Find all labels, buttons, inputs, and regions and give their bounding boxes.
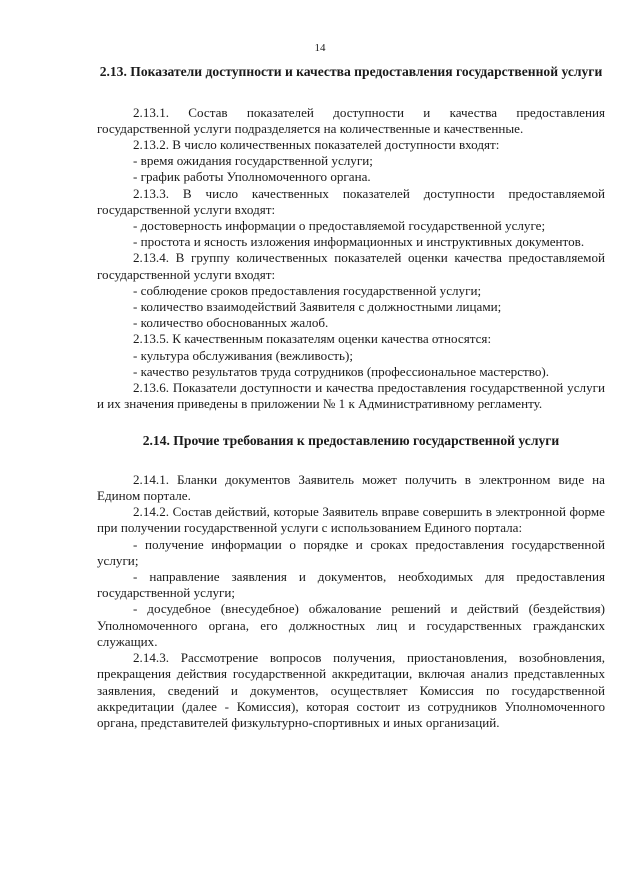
list-item: - получение информации о порядке и сроках предоставления государственной услуги; — [97, 536, 605, 568]
page-number: 14 — [314, 42, 326, 54]
list-item: - время ожидания государственной услуги; — [133, 153, 373, 169]
list-item: - досудебное (внесудебное) обжалование решений и действий (бездействия) Уполномоченного органа, его должностных лиц и государственных гражданских служащих. — [97, 601, 605, 649]
list-item: - график работы Уполномоченного органа. — [133, 169, 371, 185]
paragraph-2-13-3: 2.13.3. В число качественных показателей доступности предоставляемой государственной услуги входят: — [97, 185, 605, 217]
paragraph-2-14-3: 2.14.3. Рассмотрение вопросов получения, приостановления, возобновления, прекращения действия государственной аккредитации, включая анализ представленных заявления, сведений и документов, осуществляет Комиссия по государственной аккредитации (далее - Комиссия), которая состоит из сотрудников Уполномоченного органа, представителей физкультурно-спортивных и иных организаций. — [97, 650, 605, 730]
document-body — [97, 64, 605, 731]
paragraph-2-13-6: 2.13.6. Показатели доступности и качества предоставления государственной услуги и их значения приведены в приложении № 1 к Административному регламенту. — [97, 379, 605, 412]
section-heading-2-14: 2.14. Прочие требования к предоставлению государственной услуги — [142, 433, 560, 449]
list-item: - количество обоснованных жалоб. — [133, 315, 329, 331]
list-item: - простота и ясность изложения информационных и инструктивных документов. — [133, 234, 585, 250]
paragraph-2-13-5: 2.13.5. К качественным показателям оценки качества относятся: — [133, 331, 492, 347]
list-item: - культура обслуживания (вежливость); — [133, 347, 353, 363]
paragraph-2-14-1: 2.14.1. Бланки документов Заявитель может получить в электронном виде на Едином портале. — [97, 471, 605, 504]
paragraph-2-13-1: 2.13.1. Состав показателей доступности и качества предоставления государственной услуги подразделяется на количественные и качественные. — [97, 104, 605, 136]
paragraph-2-14-2: 2.14.2. Состав действий, которые Заявитель вправе совершить в электронной форме при получении государственной услуги с использованием Единого портала: — [97, 504, 605, 536]
list-item: - соблюдение сроков предоставления государственной услуги; — [133, 282, 482, 298]
paragraph-2-13-2: 2.13.2. В число количественных показателей доступности входят: — [133, 136, 500, 152]
list-item: - количество взаимодействий Заявителя с должностными лицами; — [133, 298, 502, 314]
list-item: - направление заявления и документов, необходимых для предоставления государственной услуги; — [97, 569, 605, 601]
section-heading-2-13: 2.13. Показатели доступности и качества предоставления государственной услуги — [99, 64, 603, 79]
paragraph-2-13-4: 2.13.4. В группу количественных показателей оценки качества предоставляемой государственной услуги входят: — [97, 250, 605, 282]
section-spacer — [97, 412, 605, 433]
list-item: - качество результатов труда сотрудников (профессиональное мастерство). — [133, 363, 550, 379]
list-item: - достоверность информации о предоставляемой государственной услуге; — [133, 217, 546, 233]
